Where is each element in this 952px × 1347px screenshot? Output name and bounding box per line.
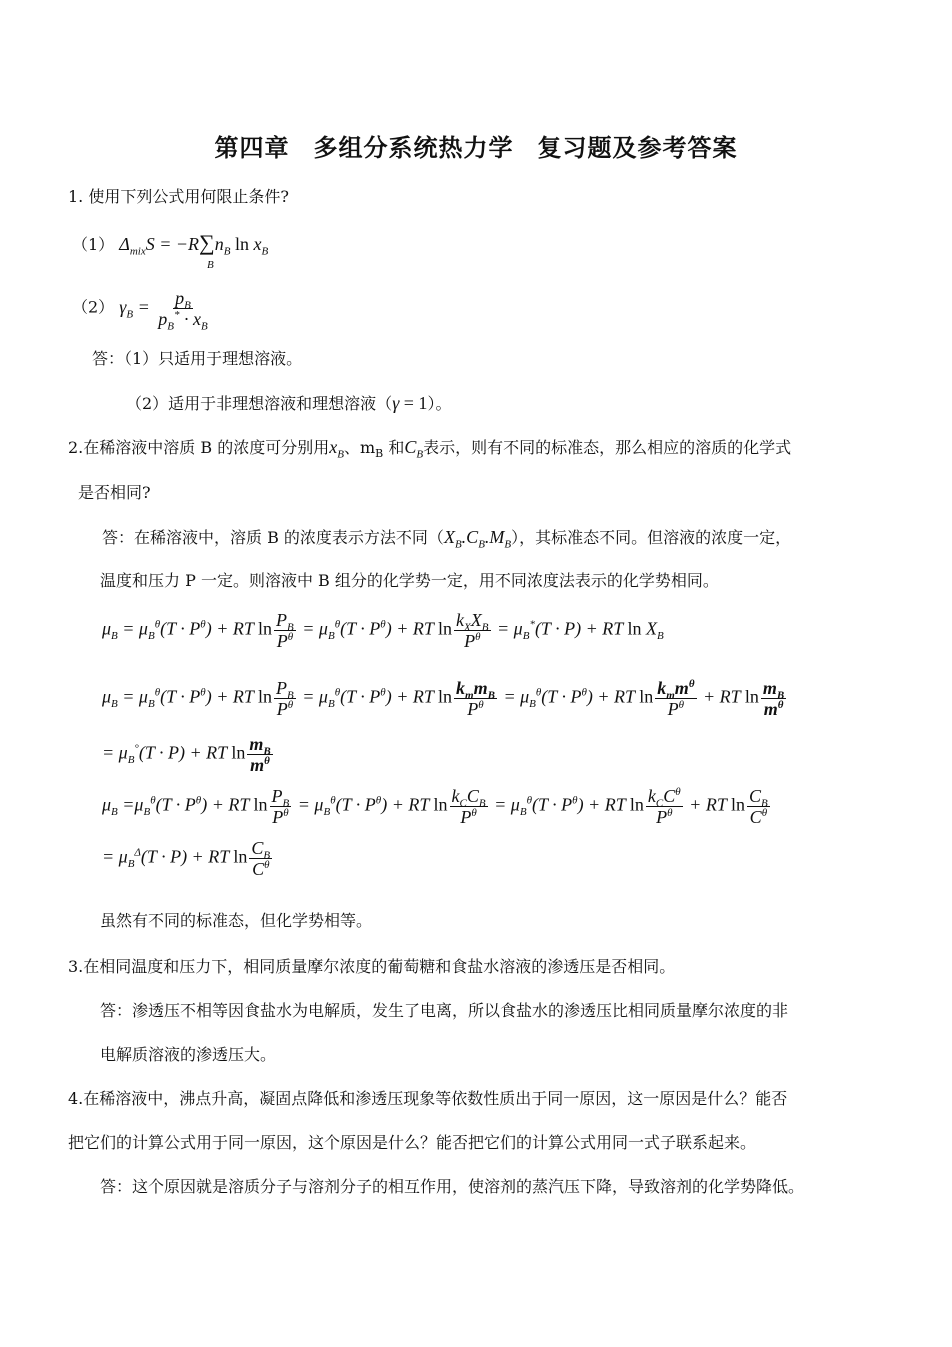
q2-text-b: 、m [343, 438, 376, 457]
equation-2-cont: = $\mu_B^\circ(T \cdot P)$ + RT ln $\frac{m_B}{m^\theta}$ [102, 734, 271, 775]
question-2-line-1: 2.在稀溶液中溶质 B 的浓度可分别用$x_B$、$m_B$ 和$C_B$表示，则有不同的标准态，那么相应的溶质的化学式 [68, 437, 792, 461]
question-2-line-2: 是否相同? [78, 483, 151, 502]
question-4-line-1: 4.在稀溶液中，沸点升高，凝固点降低和渗透压现象等依数性质出于同一原因，这一原因是什么？能否 [68, 1089, 788, 1108]
answer-3-line-2: 电解质溶液的渗透压大。 [100, 1045, 277, 1064]
answer-2-line-2: 温度和压力 P 一定。则溶液中 B 组分的化学势一定，用不同浓度法表示的化学势相同。 [100, 571, 719, 590]
answer-1-2-end: ）。 [427, 394, 452, 413]
formula-2: （2） $\gamma_B$ = $\frac{p_B}{p_B^* \cdot x_B}$ [72, 288, 208, 333]
title-subtitle: 复习题及参考答案 [537, 133, 738, 162]
title-subject: 多组分系统热力学 [313, 133, 514, 162]
question-4-line-2: 把它们的计算公式用于同一原因，这个原因是什么？能否把它们的计算公式用同一式子联系起来。 [68, 1133, 757, 1152]
question-3: 3.在相同温度和压力下，相同质量摩尔浓度的葡萄糖和食盐水溶液的渗透压是否相同。 [68, 957, 676, 976]
answer-2-line-1: 答：在稀溶液中，溶质 B 的浓度表示方法不同$(X_B.C_B.M_B)$，其标准态不同。但溶液的浓度一定， [102, 527, 792, 551]
answer-1-2: （2）适用于非理想溶液和理想溶液（γ = 1）。 [126, 393, 452, 413]
page-title [0, 128, 952, 163]
equation-2: $\mu_B = \mu_B^\theta(T \cdot P^\theta)$ + RT ln $\frac{P_B}{P^\theta}$ = $\mu_B^\theta(T \cdot P^\theta)$ + RT ln $\frac{k_mm_B}{P^\theta}$ = $\mu_B^\theta(T \cdot P^\theta)$ + RT ln $\frac{k_mm^\theta}{P^\theta}$ + RT ln $\frac{m_B}{m^\theta}$ [102, 678, 785, 719]
q2-text-a: 2.在稀溶液中溶质 B 的浓度可分别用 [68, 438, 330, 457]
equation-1: $\mu_B = \mu_B^\theta(T \cdot P^\theta)$ + RT ln $\frac{P_B}{P^\theta}$ = $\mu_B^\theta(T \cdot P^\theta)$ + RT ln $\frac{k_XX_B}{P^\theta}$ = $\mu_B^*(T \cdot P)$ + RT $\ln X_B$ [102, 610, 664, 651]
formula-1-label: （1） [72, 235, 115, 254]
equation-3: $\mu_B =\mu_B^\theta(T \cdot P^\theta)$ + RT ln $\frac{P_B}{P^\theta}$ = $\mu_B^\theta(T \cdot P^\theta)$ + RT ln $\frac{k_CC_B}{P^\theta}$ = $\mu_B^\theta(T \cdot P^\theta)$ + RT ln $\frac{k_CC^\theta}{P^\theta}$ + RT ln $\frac{C_B}{C^\theta}$ [102, 786, 768, 827]
q2-text-d: 表示，则有不同的标准态，那么相应的溶质的化学式 [423, 438, 792, 457]
title-chapter: 第四章 [214, 133, 290, 162]
formula-2-label: （2） [72, 297, 115, 317]
a2-text-a: 答：在稀溶液中，溶质 B 的浓度表示方法不同（ [102, 528, 444, 547]
q2-text-c: 和 [388, 438, 405, 457]
answer-4: 答：这个原因就是溶质分子与溶剂分子的相互作用，使溶剂的蒸汽压下降，导致溶剂的化学势降低。 [100, 1177, 805, 1196]
equation-3-cont: = $\mu_B^\Delta(T \cdot P)$ + RT ln $\frac{C_B}{C^\theta}$ [102, 838, 271, 879]
question-1: 1. 使用下列公式用何限止条件? [68, 187, 289, 206]
answer-2-conclusion: 虽然有不同的标准态，但化学势相等。 [100, 911, 373, 930]
answer-3-line-1: 答：渗透压不相等因食盐水为电解质，发生了电离，所以食盐水的渗透压比相同质量摩尔浓度的非 [100, 1001, 789, 1020]
formula-1: （1） $\Delta_{mix}S = -R\sum$ B $n_B$ $\ln x_B$ [72, 230, 269, 271]
a2-text-b: ），其标准态不同。但溶液的浓度一定， [511, 528, 792, 547]
answer-1-2-text: （2）适用于非理想溶液和理想溶液（ [126, 394, 393, 413]
answer-1-1: 答：（1）只适用于理想溶液。 [92, 349, 303, 368]
